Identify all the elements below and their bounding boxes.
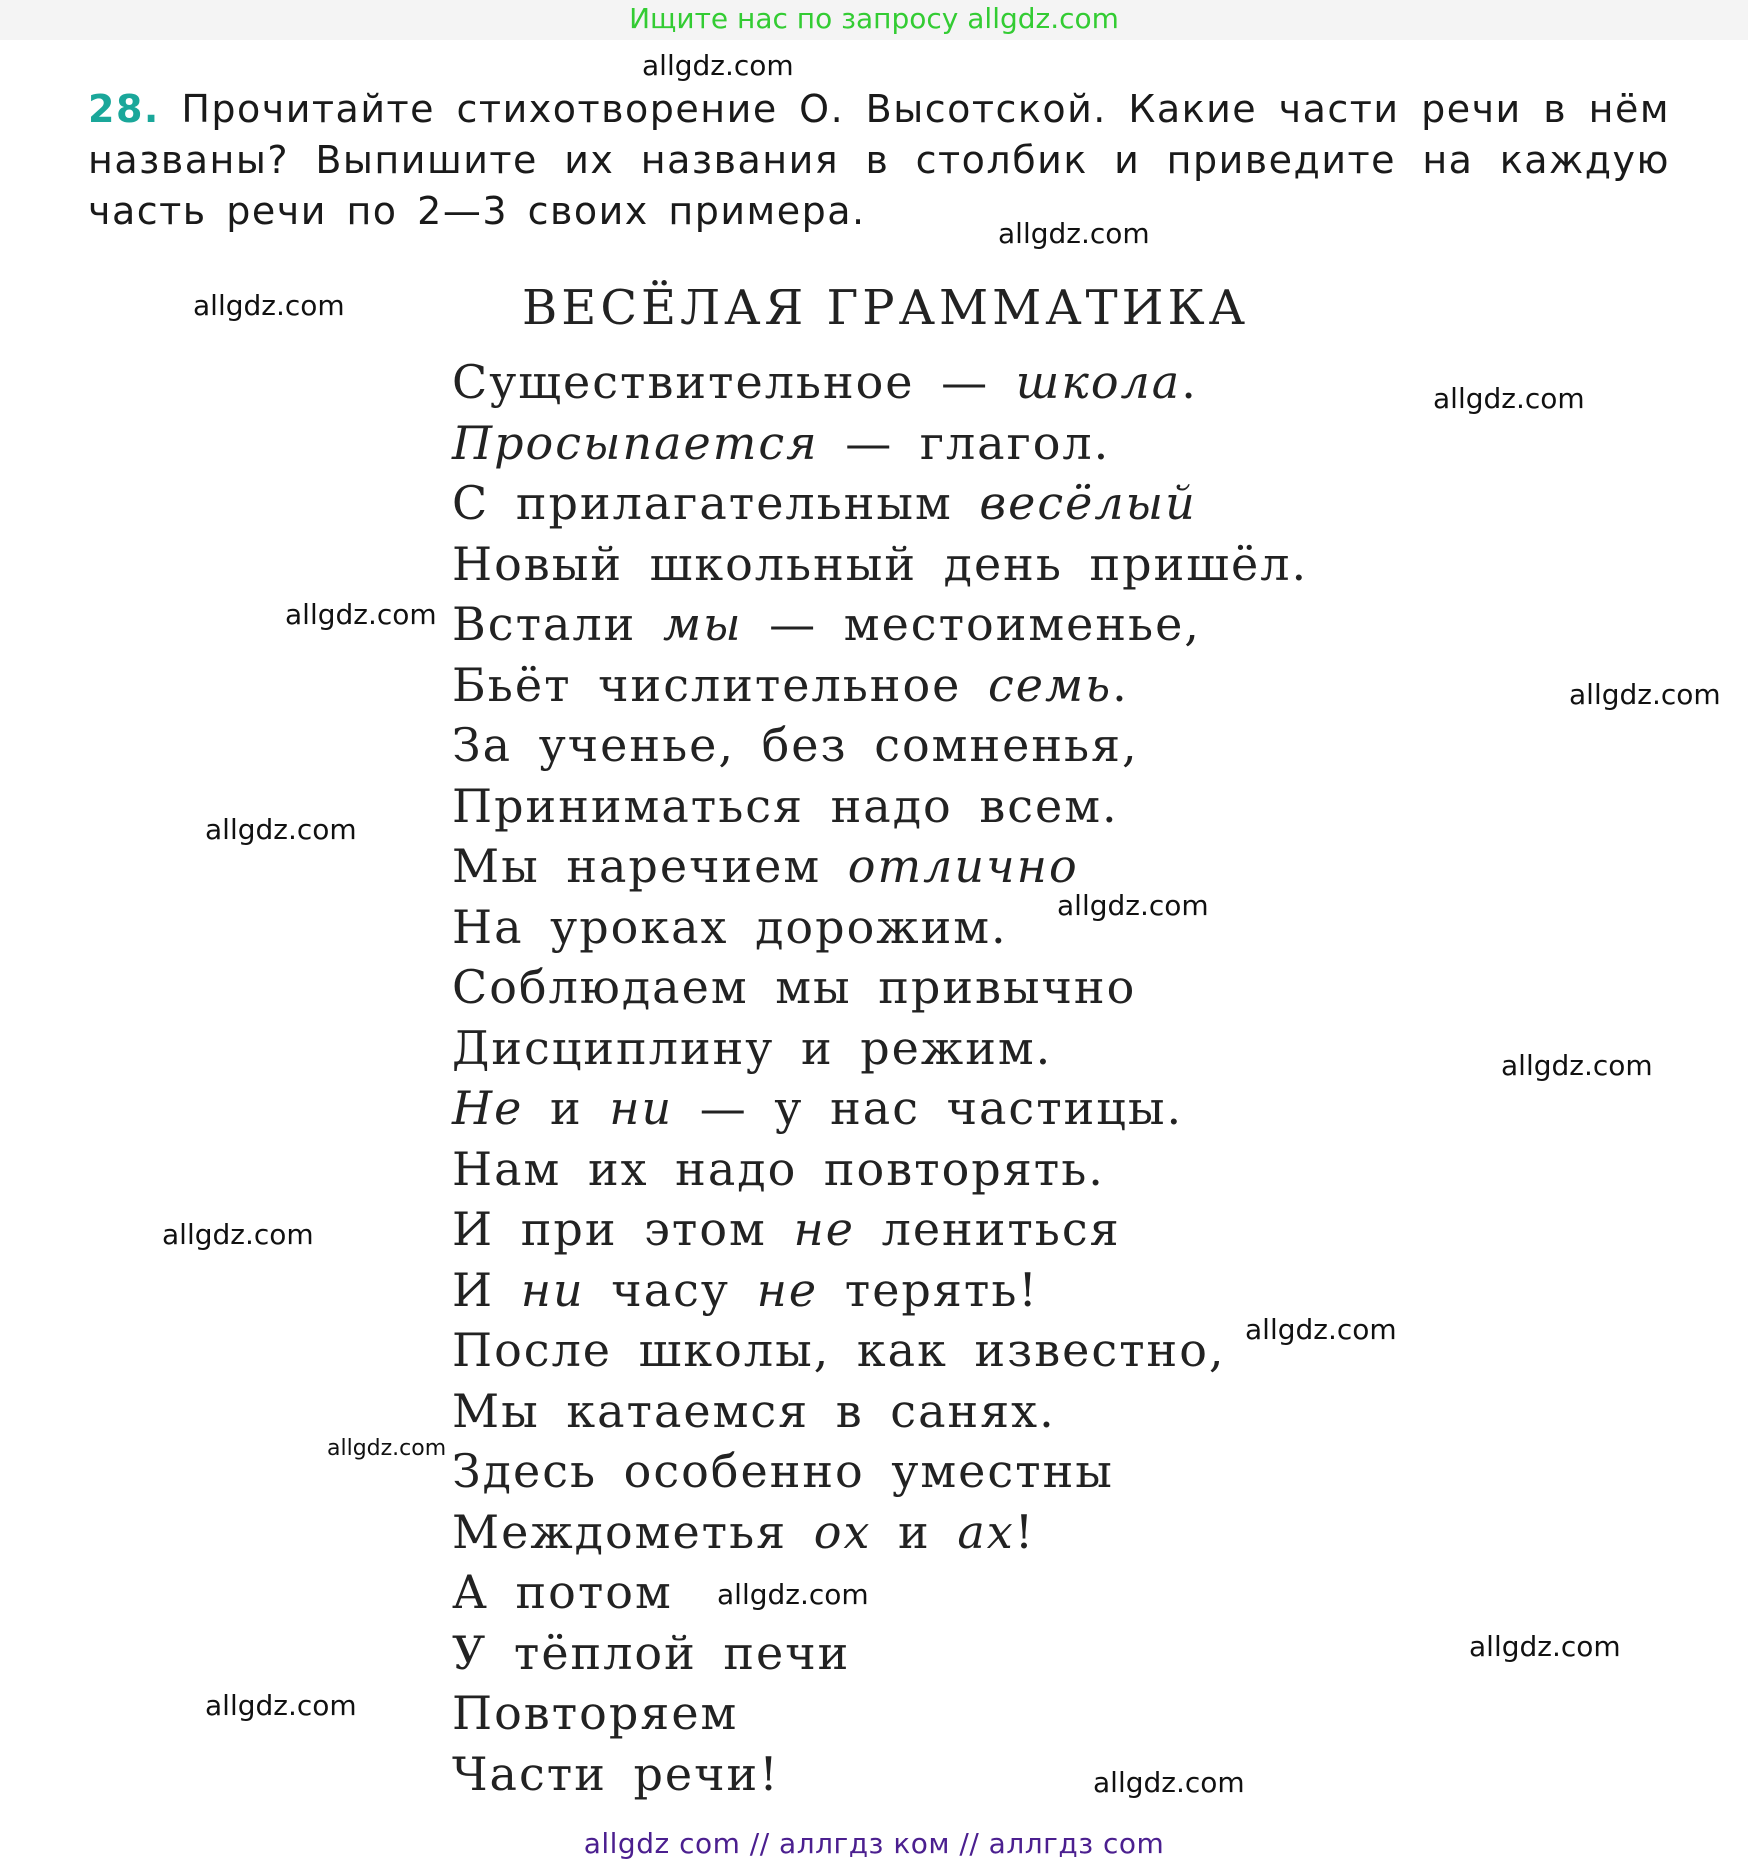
poem-emphasis: отлично — [847, 839, 1079, 893]
poem-text: После школы, как известно, — [452, 1323, 1226, 1377]
poem — [452, 352, 1308, 1804]
watermark: allgdz.com — [285, 598, 437, 631]
poem-emphasis: ни — [609, 1081, 674, 1135]
poem-line — [452, 594, 1308, 655]
poem-line — [452, 413, 1308, 474]
watermark: allgdz.com — [1057, 889, 1209, 922]
poem-text: Нам их надо повторять. — [452, 1141, 1105, 1196]
watermark: allgdz.com — [1433, 382, 1585, 415]
poem-line — [452, 1018, 1308, 1079]
poem-text: Встали — [452, 597, 663, 651]
poem-text: Приниматься надо всем. — [452, 778, 1119, 833]
poem-emphasis: ни — [520, 1262, 585, 1317]
watermark: allgdz.com — [642, 49, 794, 82]
watermark: allgdz.com — [162, 1218, 314, 1251]
watermark: allgdz.com — [1469, 1630, 1621, 1663]
poem-emphasis: семь — [988, 657, 1113, 712]
poem-emphasis: школа — [1015, 355, 1182, 409]
poem-line — [452, 836, 1308, 897]
poem-text: — местоименье, — [742, 597, 1201, 651]
watermark: allgdz.com — [1093, 1766, 1245, 1799]
poem-emphasis: ох — [813, 1504, 872, 1559]
poem-text: Существительное — — [452, 355, 1016, 409]
poem-text: терять! — [818, 1262, 1039, 1317]
poem-emphasis: Просыпается — [452, 415, 819, 470]
watermark: allgdz.com — [327, 1436, 447, 1461]
poem-line — [452, 352, 1308, 413]
poem-text: На уроках дорожим. — [452, 899, 1008, 954]
watermark: allgdz.com — [717, 1578, 869, 1611]
poem-line — [452, 957, 1308, 1018]
poem-line — [452, 473, 1308, 534]
poem-text: лениться — [854, 1202, 1121, 1256]
poem-text: Бьёт числительное — [452, 657, 988, 712]
poem-emphasis: мы — [662, 597, 743, 651]
poem-text: За ученье, без сомненья, — [452, 718, 1139, 772]
poem-text: Мы наречием — [452, 839, 848, 893]
poem-text: И — [452, 1262, 521, 1317]
poem-line — [452, 1078, 1308, 1139]
poem-text: Новый школьный день пришёл. — [452, 536, 1309, 591]
poem-line — [452, 715, 1308, 776]
poem-text: Междометья — [452, 1504, 814, 1559]
poem-text: Мы катаемся в санях. — [452, 1383, 1056, 1438]
footer-watermark: allgdz com // аллгдз ком // аллгдз com — [583, 1827, 1165, 1860]
task-number: 28. — [88, 87, 160, 131]
poem-title: ВЕСЁЛАЯ ГРАММАТИКА — [522, 280, 1249, 336]
poem-line — [452, 776, 1308, 837]
poem-line — [452, 1683, 1308, 1744]
poem-emphasis: весёлый — [979, 476, 1197, 530]
poem-line — [452, 1381, 1308, 1442]
poem-line — [452, 1199, 1308, 1260]
poem-text: . — [1112, 657, 1129, 712]
watermark: allgdz.com — [205, 813, 357, 846]
watermark: allgdz.com — [193, 289, 345, 322]
poem-text: — глагол. — [818, 415, 1111, 470]
top-banner: Ищите нас по запросу allgdz.com — [0, 0, 1748, 40]
poem-text: и — [523, 1081, 610, 1135]
poem-text: часу — [584, 1262, 757, 1317]
poem-text: Части речи! — [452, 1746, 780, 1801]
task-text: Прочитайте стихотворение О. Высотской. Какие части речи в нём названы? Выпишите их названия в столбик и приведите на каждую часть речи по 2—3 своих примера. — [88, 87, 1670, 233]
poem-text: С прилагательным — [452, 476, 980, 530]
watermark: allgdz.com — [205, 1689, 357, 1722]
poem-line — [452, 1260, 1308, 1321]
poem-text: . — [1181, 355, 1198, 409]
poem-line — [452, 534, 1308, 595]
poem-line — [452, 1623, 1308, 1684]
poem-emphasis: не — [756, 1262, 819, 1317]
watermark: allgdz.com — [998, 217, 1150, 250]
poem-text: — у нас частицы. — [673, 1081, 1184, 1135]
poem-text: ! — [1014, 1504, 1036, 1559]
poem-line — [452, 1441, 1308, 1502]
watermark: allgdz.com — [1245, 1313, 1397, 1346]
poem-text: А потом — [452, 1565, 673, 1619]
poem-line — [452, 1562, 1308, 1623]
poem-text: и — [871, 1504, 958, 1559]
poem-text: Дисциплину и режим. — [452, 1020, 1053, 1075]
poem-text: Здесь особенно уместны — [452, 1444, 1114, 1498]
poem-line — [452, 655, 1308, 716]
watermark: allgdz.com — [1501, 1049, 1653, 1082]
poem-text: У тёплой печи — [452, 1625, 851, 1680]
poem-emphasis: не — [793, 1202, 855, 1256]
poem-emphasis: ах — [957, 1504, 1015, 1559]
poem-text: Соблюдаем мы привычно — [452, 960, 1137, 1014]
poem-line — [452, 1139, 1308, 1200]
poem-line — [452, 1502, 1308, 1563]
poem-line — [452, 1320, 1308, 1381]
poem-text: И при этом — [452, 1202, 794, 1256]
poem-text: Повторяем — [452, 1686, 739, 1740]
poem-emphasis: Не — [452, 1081, 524, 1135]
watermark: allgdz.com — [1569, 678, 1721, 711]
task-paragraph — [88, 84, 1670, 237]
